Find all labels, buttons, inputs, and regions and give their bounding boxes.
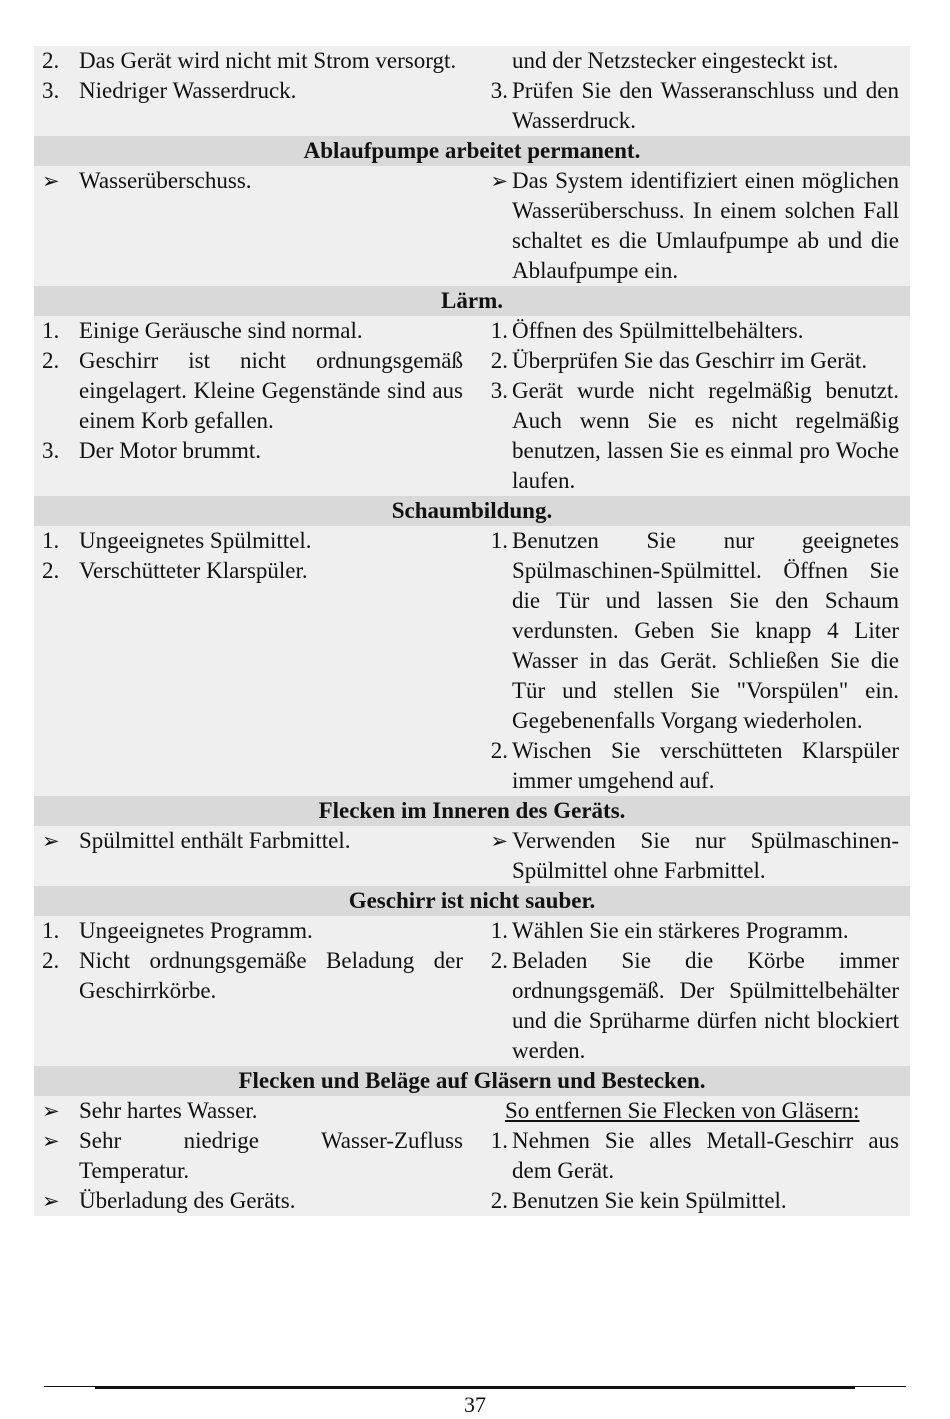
- arrow-bullet-icon: ➢: [42, 829, 60, 853]
- cause-cell: [34, 1096, 471, 1216]
- list-item: [471, 736, 899, 796]
- cause-cell: [34, 826, 471, 886]
- item-text: Das Gerät wird nicht mit Strom versorgt.: [79, 48, 457, 73]
- list-number: 2.: [490, 738, 508, 763]
- list-item: [471, 76, 899, 136]
- list-number: 2.: [490, 348, 508, 373]
- item-text: Ungeeignetes Programm.: [79, 918, 313, 943]
- item-text: Das System identifiziert einen möglichen Wasserüberschuss. In einem solchen Fall schaltet es die Umlaufpumpe ab und die Ablaufpumpe ein.: [512, 168, 899, 283]
- item-text: Der Motor brummt.: [79, 438, 262, 463]
- section-row: [34, 916, 910, 1066]
- solution-cell: [471, 916, 910, 1066]
- list-number: 1.: [490, 318, 508, 343]
- section-heading: Geschirr ist nicht sauber.: [34, 886, 910, 916]
- solution-cell: [471, 826, 910, 886]
- cause-cell: [34, 316, 471, 496]
- bullet-item: [38, 1126, 463, 1186]
- cause-cell: [34, 526, 471, 796]
- solution-cell: [471, 1096, 910, 1216]
- item-text: Überladung des Geräts.: [79, 1188, 296, 1213]
- list-number: 1.: [42, 318, 60, 343]
- section-row: [34, 526, 910, 796]
- list-item: [38, 46, 463, 76]
- solution-cell: [471, 526, 910, 796]
- list-item: [471, 946, 899, 1066]
- section-row: [34, 1096, 910, 1216]
- item-text: Verschütteter Klarspüler.: [79, 558, 308, 583]
- list-number: 3.: [490, 378, 508, 403]
- list-item: [38, 436, 463, 466]
- arrow-bullet-icon: ➢: [42, 1099, 60, 1123]
- item-text: Gerät wurde nicht regelmäßig benutzt. Auch wenn Sie es nicht regelmäßig benutzen, lassen Sie es einmal pro Woche laufen.: [512, 378, 899, 493]
- list-number: 3.: [42, 78, 60, 103]
- item-text: Niedriger Wasserdruck.: [79, 78, 297, 103]
- list-number: 2.: [42, 348, 60, 373]
- section-row: [34, 826, 910, 886]
- item-text: Ungeeignetes Spülmittel.: [79, 528, 312, 553]
- list-item: [38, 346, 463, 436]
- item-text: Spülmittel enthält Farbmittel.: [79, 828, 351, 853]
- list-item: [471, 346, 899, 376]
- item-text: Einige Geräusche sind normal.: [79, 318, 363, 343]
- troubleshooting-table: [34, 46, 910, 1216]
- item-text: Benutzen Sie kein Spülmittel.: [512, 1188, 787, 1213]
- arrow-bullet-icon: ➢: [490, 829, 508, 853]
- section-heading: Flecken und Beläge auf Gläsern und Bestecken.: [34, 1066, 910, 1096]
- list-number: 1.: [490, 1128, 508, 1153]
- list-number: 3.: [490, 78, 508, 103]
- item-text: Sehr niedrige Wasser-Zufluss Temperatur.: [79, 1128, 463, 1183]
- list-item: [471, 1186, 899, 1216]
- item-text: Wischen Sie verschütteten Klarspüler immer umgehend auf.: [512, 738, 899, 793]
- list-item: [471, 1126, 899, 1186]
- section-heading: Lärm.: [34, 286, 910, 316]
- list-item: [38, 556, 463, 586]
- cause-cell: [34, 916, 471, 1066]
- item-text: Geschirr ist nicht ordnungsgemäß eingelagert. Kleine Gegenstände sind aus einem Korb gefallen.: [79, 348, 463, 433]
- item-text: Benutzen Sie nur geeignetes Spülmaschinen-Spülmittel. Öffnen Sie die Tür und lassen Sie den Schaum verdunsten. Geben Sie knapp 4 Liter Wasser in das Gerät. Schließen Sie die Tür und stellen Sie "Vorspülen" ein. Gegebenenfalls Vorgang wiederholen.: [512, 528, 899, 733]
- bullet-item: [38, 166, 463, 196]
- item-text: Wasserüberschuss.: [79, 168, 252, 193]
- page-number: 37: [464, 1392, 486, 1417]
- bullet-item: [38, 1096, 463, 1126]
- list-number: 2.: [42, 948, 60, 973]
- arrow-bullet-icon: ➢: [42, 1129, 60, 1153]
- item-text: Wählen Sie ein stärkeres Programm.: [512, 918, 849, 943]
- arrow-bullet-icon: ➢: [42, 1189, 60, 1213]
- list-number: 1.: [42, 528, 60, 553]
- list-number: 2.: [490, 948, 508, 973]
- list-number: 2.: [42, 48, 60, 73]
- list-item: [38, 526, 463, 556]
- section-heading: Flecken im Inneren des Geräts.: [34, 796, 910, 826]
- list-item: [38, 76, 463, 106]
- item-text: Sehr hartes Wasser.: [79, 1098, 258, 1123]
- arrow-bullet-icon: ➢: [42, 169, 60, 193]
- list-number: 1.: [42, 918, 60, 943]
- list-number: 2.: [490, 1188, 508, 1213]
- section-row: [34, 316, 910, 496]
- section-heading: Schaumbildung.: [34, 496, 910, 526]
- item-text: Überprüfen Sie das Geschirr im Gerät.: [512, 348, 868, 373]
- continuation-text: und der Netzstecker eingesteckt ist.: [512, 48, 839, 73]
- list-number: 1.: [490, 528, 508, 553]
- item-text: Prüfen Sie den Wasseranschluss und den Wasserdruck.: [512, 78, 899, 133]
- solution-subheading: So entfernen Sie Flecken von Gläsern:: [505, 1098, 860, 1123]
- list-number: 1.: [490, 918, 508, 943]
- section-heading: Ablaufpumpe arbeitet permanent.: [34, 136, 910, 166]
- cause-cell: [34, 166, 471, 286]
- list-number: 3.: [42, 438, 60, 463]
- list-item: [471, 526, 899, 736]
- list-item: [471, 376, 899, 496]
- list-number: 2.: [42, 558, 60, 583]
- top-left-cell: [34, 46, 471, 136]
- footer-rule-thick: [95, 1387, 855, 1389]
- list-item: [471, 316, 899, 346]
- list-item: [38, 916, 463, 946]
- solution-cell: [471, 166, 910, 286]
- item-text: Öffnen des Spülmittelbehälters.: [512, 318, 804, 343]
- section-row: [34, 166, 910, 286]
- item-text: Beladen Sie die Körbe immer ordnungsgemäß. Der Spülmittelbehälter und die Sprüharme dürfen nicht blockiert werden.: [512, 948, 899, 1063]
- list-item: [38, 316, 463, 346]
- list-item: [471, 916, 899, 946]
- bullet-item: [471, 166, 899, 286]
- item-text: Nehmen Sie alles Metall-Geschirr aus dem Gerät.: [512, 1128, 899, 1183]
- top-row: [34, 46, 910, 136]
- item-text: Nicht ordnungsgemäße Beladung der Geschirrkörbe.: [79, 948, 463, 1003]
- bullet-item: [471, 826, 899, 886]
- bullet-item: [38, 1186, 463, 1216]
- arrow-bullet-icon: ➢: [490, 169, 508, 193]
- top-right-cell: [471, 46, 910, 136]
- solution-cell: [471, 316, 910, 496]
- item-text: Verwenden Sie nur Spülmaschinen-Spülmittel ohne Farbmittel.: [512, 828, 899, 883]
- list-item: [38, 946, 463, 1006]
- bullet-item: [38, 826, 463, 856]
